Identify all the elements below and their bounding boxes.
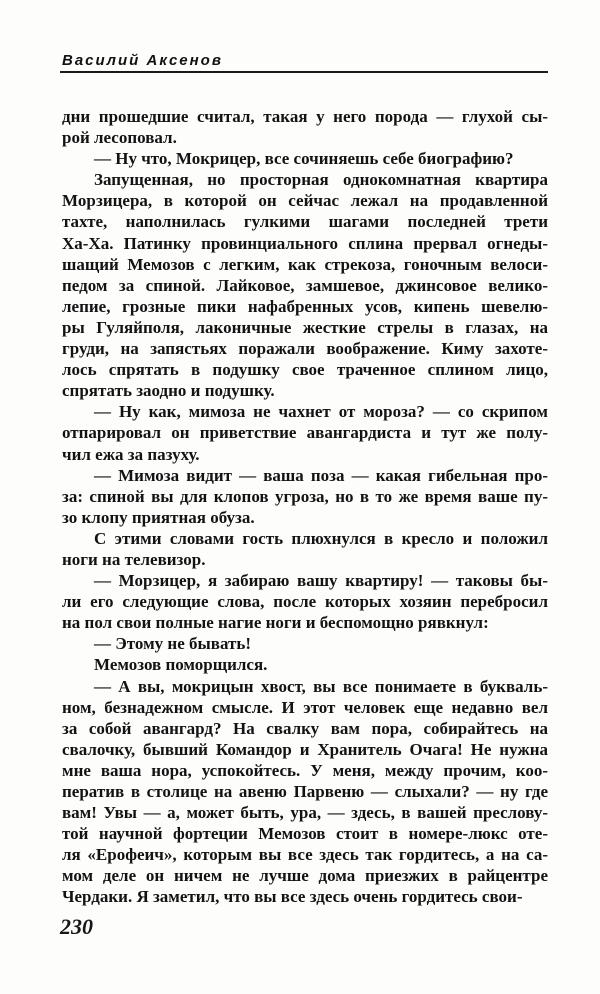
text-line: свалочку, бывший Командор и Хранитель Очага! Не нужна — [62, 739, 548, 759]
text-line: ноги на телевизор. — [62, 549, 206, 569]
body-text — [62, 106, 548, 908]
text-line: шащий Мемозов с легким, как стрекоза, гоночным велоси- — [62, 254, 548, 274]
text-line: — Морзицер, я забираю вашу квартиру! — таковы бы- — [94, 571, 548, 591]
text-line: С этими словами гость плюхнулся в кресло и положил — [94, 528, 548, 548]
text-line: тахте, наполнилась гулкими шагами последней трети — [62, 212, 548, 232]
text-line: — Ну что, Мокрицер, все сочиняешь себе биографию? — [94, 149, 514, 169]
page-number: 230 — [60, 914, 93, 939]
text-line: — А вы, мокрицын хвост, вы все понимаете в букваль- — [94, 676, 548, 696]
text-line: Морзицера, в которой он сейчас лежал на продавленной — [62, 191, 548, 211]
text-line: вам! Увы — а, может быть, ура, — здесь, в вашей преслову- — [62, 803, 548, 823]
text-line: ли его следующие слова, после которых хозяин перебросил — [62, 592, 548, 612]
text-line: — Ну как, мимоза не чахнет от мороза? — со скрипом — [94, 402, 548, 422]
text-line: рой лесоповал. — [62, 128, 177, 148]
text-line: спрятать заодно и подушку. — [62, 381, 275, 401]
text-line: лось спрятать в подушку свое траченное сплином лицо, — [62, 360, 548, 380]
text-line: отпарировал он приветствие авангардиста и тут же полу- — [62, 423, 548, 443]
running-header-author: Василий Аксенов — [62, 52, 223, 69]
text-line: педом за спиной. Лайковое, замшевое, джинсовое велико- — [62, 275, 548, 295]
text-line: Ха-Ха. Патинку провинциального сплина прервал огнеды- — [62, 233, 548, 253]
text-line: зо клопу приятная обуза. — [62, 507, 255, 527]
text-line: Запущенная, но просторная однокомнатная квартира — [94, 170, 548, 190]
text-line: той научной фортеции Мемозов стоит в номере-люкс оте- — [62, 824, 548, 844]
text-line: Чердаки. Я заметил, что вы все здесь очень гордитесь свои- — [62, 887, 523, 907]
text-line: мне ваша нора, успокойтесь. У меня, между прочим, коо- — [62, 760, 548, 780]
text-line: — Мимоза видит — ваша поза — какая гибельная про- — [94, 465, 548, 485]
text-line: чил ежа за пазуху. — [62, 444, 200, 464]
text-line: дни прошедшие считал, такая у него порода — глухой сы- — [62, 107, 548, 126]
text-line: ператив в столице на авеню Парвеню — слыхали? — ну где — [62, 782, 548, 801]
text-line: за собой авангард? На свалку вам пора, собирайтесь на — [62, 718, 548, 738]
text-line: Мемозов поморщился. — [94, 655, 268, 675]
text-line: мом деле он ничем не лучше дома приезжих в райцентре — [62, 866, 548, 886]
text-line: груди, на запястьях поражали воображение. Киму захоте- — [62, 339, 548, 359]
header-rule — [60, 71, 548, 73]
text-line: ля «Ерофеич», которым вы все здесь так гордитесь, а на са- — [62, 845, 548, 865]
text-line: на пол свои полные нагие ноги и беспомощно рявкнул: — [62, 613, 489, 633]
text-line: за: спиной вы для клопов угроза, но в то же время ваше пу- — [62, 486, 548, 506]
running-header — [62, 52, 548, 70]
text-line: — Этому не бывать! — [94, 634, 252, 654]
text-line: ры Гуляйполя, лаконичные жесткие стрелы в глазах, на — [62, 317, 548, 337]
text-line: ном, безнадежном смысле. И этот человек еще недавно вел — [62, 697, 548, 717]
text-line: лепие, грозные пики нафабренных усов, кипень шевелю- — [62, 296, 548, 316]
